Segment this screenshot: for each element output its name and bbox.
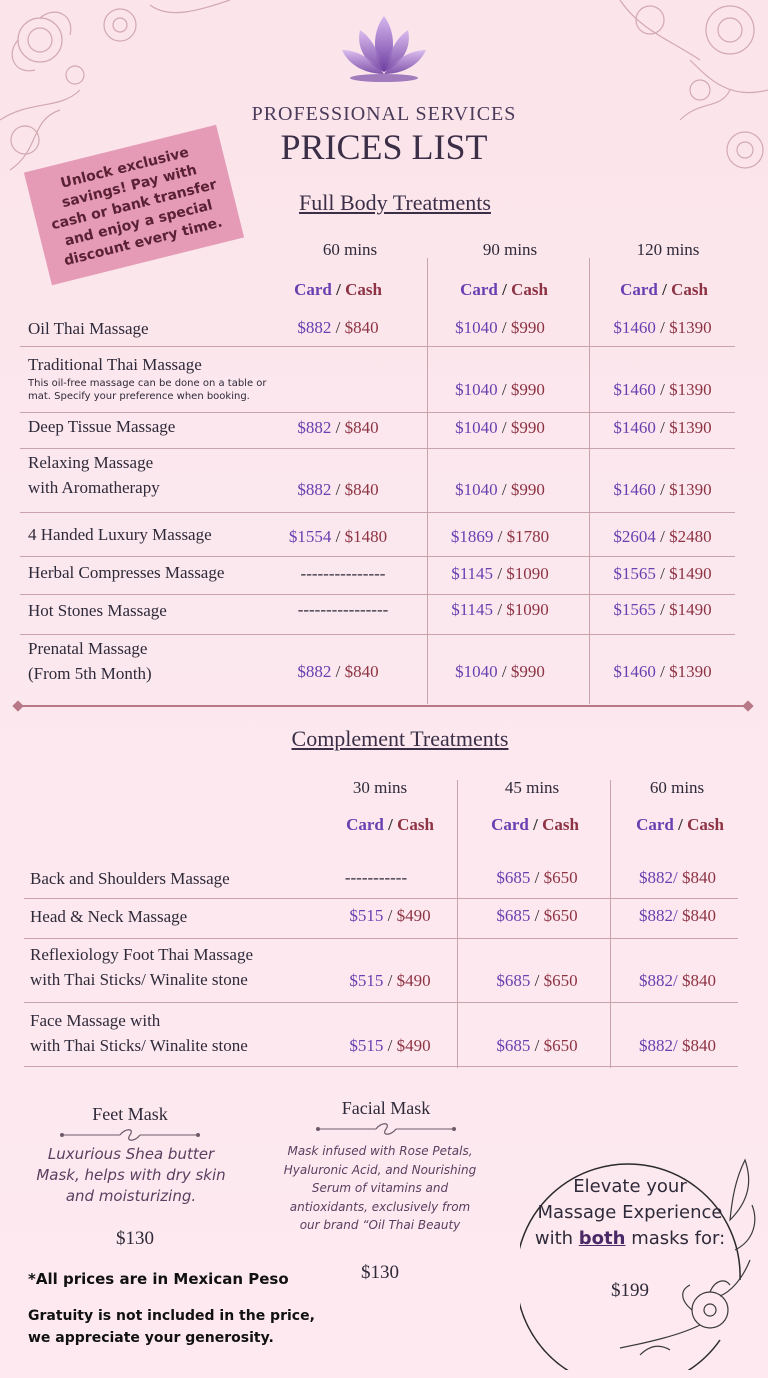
cash-price: $990 [510, 418, 545, 437]
card-price: $1040 [455, 318, 498, 337]
lotus-logo-icon [338, 12, 430, 84]
service-name [28, 522, 288, 547]
price-cell [430, 564, 570, 584]
cash-label: Cash [542, 815, 579, 834]
row-divider [20, 448, 735, 449]
row-divider [24, 898, 738, 899]
combo-price: $199 [611, 1280, 649, 1301]
service-name [28, 598, 288, 623]
price-cell [268, 418, 408, 438]
cash-price: $840 [681, 868, 716, 887]
service-name [28, 414, 288, 439]
price-cell [462, 1036, 612, 1056]
combo-both: both [578, 1228, 626, 1249]
card-price: $515 [349, 906, 384, 925]
slash: / [662, 280, 667, 299]
card-price: $1040 [455, 418, 498, 437]
ornament-icon [60, 1128, 200, 1142]
card-price: $882/ [639, 1036, 678, 1055]
combo-masks-for: masks for: [631, 1228, 726, 1249]
service-name-line: Traditional Thai Massage [28, 355, 202, 374]
cash-label: Cash [687, 815, 724, 834]
price-cell [268, 527, 408, 547]
cash-price: $1090 [506, 564, 549, 583]
service-name-line: with Aromatherapy [28, 478, 160, 497]
price-cell [462, 906, 612, 926]
slash: / [678, 815, 683, 834]
card-price: $1460 [613, 480, 656, 499]
cash-price: $990 [510, 380, 545, 399]
price-cell [605, 971, 750, 991]
feet-mask-desc: Luxurious Shea butter Mask, helps with dry skin and moisturizing. [36, 1145, 226, 1205]
card-price: $685 [496, 971, 531, 990]
slash: / [387, 1036, 393, 1055]
duration-120: 120 mins [636, 240, 700, 259]
gratuity-note-2: we appreciate your generosity. [28, 1330, 274, 1346]
price-cell [268, 480, 408, 500]
currency-note: *All prices are in Mexican Peso [28, 1270, 289, 1288]
service-name-line: Oil Thai Massage [28, 319, 149, 338]
price-cell [320, 1036, 460, 1056]
gratuity-note-1: Gratuity is not included in the price, [28, 1308, 315, 1324]
slash: / [534, 868, 540, 887]
service-name-line: Back and Shoulders Massage [30, 869, 230, 888]
card-price: $882/ [639, 868, 678, 887]
cash-label: Cash [397, 815, 434, 834]
price-cell [430, 662, 570, 682]
service-name-line: Deep Tissue Massage [28, 417, 176, 436]
price-cell [430, 418, 570, 438]
slash: / [335, 418, 341, 437]
price-cell [590, 600, 735, 620]
slash: / [387, 971, 393, 990]
price-cell [590, 480, 735, 500]
slash: / [497, 600, 503, 619]
price-cell [320, 971, 460, 991]
card-price: $1460 [613, 418, 656, 437]
cash-price: $990 [510, 318, 545, 337]
combo-line-1: Elevate your [573, 1176, 687, 1197]
feet-mask-price: $130 [116, 1228, 154, 1249]
service-name-line: Herbal Compresses Massage [28, 563, 225, 582]
row-divider [24, 1066, 738, 1067]
duration-45: 45 mins [504, 778, 560, 797]
card-price: $1040 [455, 662, 498, 681]
slash: / [501, 662, 507, 681]
service-name [28, 316, 288, 341]
card-cash-header-2 [434, 280, 574, 300]
cash-price: $650 [543, 1036, 578, 1055]
cash-price: $840 [681, 1036, 716, 1055]
card-price: $685 [496, 906, 531, 925]
slash: / [660, 564, 665, 583]
service-name-line: with Thai Sticks/ Winalite stone [30, 1036, 248, 1055]
service-name [28, 560, 288, 585]
cash-label: Cash [345, 280, 382, 299]
service-name-line: Prenatal Massage [28, 639, 148, 658]
cash-price: $840 [344, 480, 379, 499]
slash: / [534, 1036, 540, 1055]
cash-price: $1780 [506, 527, 550, 546]
slash: / [497, 564, 503, 583]
card-price: $1040 [455, 380, 498, 399]
full-body-heading: Full Body Treatments [299, 190, 491, 215]
card-price: $515 [349, 971, 384, 990]
cash-price: $1390 [669, 380, 712, 399]
card-price: $685 [496, 868, 531, 887]
row-divider [20, 512, 735, 513]
price-cell [590, 564, 735, 584]
service-name [28, 450, 288, 500]
combo-line-3 [520, 1228, 740, 1249]
service-name-line: 4 Handed Luxury Massage [28, 525, 212, 544]
service-name [30, 942, 330, 992]
card-price: $882 [297, 662, 332, 681]
card-price: $2604 [613, 527, 656, 546]
slash: / [497, 527, 503, 546]
card-price: $1869 [450, 527, 494, 546]
section-divider [18, 705, 750, 707]
service-note: This oil-free massage can be done on a table or mat. Specify your preference when booking. [28, 378, 267, 402]
price-cell [430, 380, 570, 400]
slash: / [534, 906, 540, 925]
unavailable-dash: ----------- [344, 868, 408, 887]
cash-price: $1480 [344, 527, 388, 546]
slash: / [501, 418, 507, 437]
service-name [28, 352, 288, 403]
price-cell [590, 418, 735, 438]
feet-mask-title: Feet Mask [92, 1104, 168, 1124]
row-divider [20, 594, 735, 595]
cash-price: $990 [510, 480, 545, 499]
cash-price: $1490 [669, 600, 712, 619]
slash: / [387, 906, 393, 925]
cash-price: $1390 [669, 662, 712, 681]
service-name-line: Relaxing Massage [28, 453, 154, 472]
slash: / [660, 662, 665, 681]
slash: / [335, 480, 341, 499]
row-divider [20, 556, 735, 557]
cash-price: $490 [396, 971, 431, 990]
cash-price: $840 [681, 971, 716, 990]
card-label: Card [491, 815, 529, 834]
row-divider [24, 1002, 738, 1003]
combo-with: with [534, 1228, 574, 1249]
card-label: Card [460, 280, 498, 299]
price-cell [268, 318, 408, 338]
service-name-line: Hot Stones Massage [28, 601, 167, 620]
slash: / [660, 318, 665, 337]
ornament-icon [316, 1122, 456, 1136]
card-price: $882/ [639, 971, 678, 990]
cash-price: $2480 [669, 527, 712, 546]
cash-price: $1390 [669, 318, 712, 337]
card-price: $515 [349, 1036, 384, 1055]
cash-price: $840 [344, 418, 379, 437]
service-name [28, 636, 288, 686]
combo-line-2: Massage Experience [537, 1202, 723, 1223]
card-price: $1145 [451, 564, 494, 583]
price-cell [430, 600, 570, 620]
card-cash-header-3 [594, 280, 734, 300]
price-cell [590, 527, 735, 547]
divider-dot-right [742, 700, 753, 711]
slash: / [336, 280, 341, 299]
card-label: Card [294, 280, 332, 299]
card-price: $882 [297, 480, 332, 499]
row-divider [20, 634, 735, 635]
cash-price: $490 [396, 906, 431, 925]
row-divider [24, 938, 738, 939]
slash: / [335, 662, 341, 681]
slash: / [502, 280, 507, 299]
card-price: $882 [297, 418, 332, 437]
page-title: PRICES LIST [280, 127, 488, 167]
duration-60c: 60 mins [649, 778, 705, 797]
card-price: $1565 [613, 564, 656, 583]
price-cell [268, 662, 408, 682]
service-name-line: with Thai Sticks/ Winalite stone [30, 970, 248, 989]
card-price: $1460 [613, 318, 656, 337]
price-cell [605, 1036, 750, 1056]
card-cash-header-c2 [465, 815, 605, 835]
card-price: $882/ [639, 906, 678, 925]
card-price: $1460 [613, 380, 656, 399]
service-name [30, 1008, 330, 1058]
card-price: $1565 [613, 600, 656, 619]
card-price: $882 [297, 318, 332, 337]
facial-mask-title: Facial Mask [341, 1098, 431, 1118]
service-name [30, 866, 330, 891]
price-cell [430, 480, 570, 500]
duration-30: 30 mins [352, 778, 408, 797]
slash: / [660, 418, 665, 437]
service-name-line: (From 5th Month) [28, 664, 152, 683]
price-cell [462, 868, 612, 888]
cash-label: Cash [671, 280, 708, 299]
duration-90: 90 mins [482, 240, 538, 259]
cash-price: $490 [396, 1036, 431, 1055]
card-label: Card [346, 815, 384, 834]
cash-price: $650 [543, 906, 578, 925]
duration-60: 60 mins [322, 240, 378, 259]
card-price: $1554 [288, 527, 332, 546]
card-price: $1145 [451, 600, 494, 619]
card-cash-header-c3 [610, 815, 750, 835]
price-cell [590, 380, 735, 400]
card-cash-header-1 [268, 280, 408, 300]
price-cell [605, 868, 750, 888]
cash-price: $840 [344, 318, 379, 337]
cash-price: $1390 [669, 418, 712, 437]
slash: / [660, 600, 665, 619]
slash: / [501, 380, 507, 399]
card-price: $1040 [455, 480, 498, 499]
complement-heading: Complement Treatments [291, 726, 509, 751]
service-name-line: Reflexiology Foot Thai Massage [30, 945, 254, 964]
service-name [30, 904, 330, 929]
cash-price: $1390 [669, 480, 712, 499]
divider-dot-left [12, 700, 23, 711]
cash-label: Cash [511, 280, 548, 299]
promo-text: Unlock exclusive savings! Pay with cash or bank transfer and enjoy a special discount every time. [49, 144, 224, 270]
slash: / [501, 318, 507, 337]
slash: / [660, 527, 665, 546]
price-cell [605, 906, 750, 926]
cash-price: $650 [543, 971, 578, 990]
slash: / [501, 480, 507, 499]
cash-price: $1490 [669, 564, 712, 583]
slash: / [660, 380, 665, 399]
price-cell [590, 662, 735, 682]
slash: / [388, 815, 393, 834]
slash: / [660, 480, 665, 499]
price-cell [320, 906, 460, 926]
row-divider [20, 412, 735, 413]
card-price: $685 [496, 1036, 531, 1055]
unavailable-dash: --------------- [300, 564, 386, 583]
price-cell [430, 527, 570, 547]
slash: / [533, 815, 538, 834]
cash-price: $840 [681, 906, 716, 925]
card-price: $1460 [613, 662, 656, 681]
card-label: Card [620, 280, 658, 299]
slash: / [534, 971, 540, 990]
card-cash-header-c1 [320, 815, 460, 835]
slash: / [335, 318, 341, 337]
cash-price: $840 [344, 662, 379, 681]
slash: / [335, 527, 341, 546]
header-subtitle: PROFESSIONAL SERVICES [251, 103, 517, 125]
facial-mask-desc: Mask infused with Rose Petals, Hyaluronic Acid, and Nourishing Serum of vitamins and antioxidants, exclusively from our brand “Oil Thai Beauty [283, 1144, 477, 1232]
cash-price: $1090 [506, 600, 549, 619]
service-name-line: Head & Neck Massage [30, 907, 188, 926]
row-divider [20, 346, 735, 347]
floral-top-right-icon [530, 0, 768, 200]
price-cell [462, 971, 612, 991]
cash-price: $650 [543, 868, 578, 887]
cash-price: $990 [510, 662, 545, 681]
price-cell [430, 318, 570, 338]
card-label: Card [636, 815, 674, 834]
column-divider [427, 258, 428, 704]
unavailable-dash: ---------------- [297, 600, 389, 619]
facial-mask-price: $130 [361, 1262, 399, 1283]
service-name-line: Face Massage with [30, 1011, 161, 1030]
price-cell [590, 318, 735, 338]
